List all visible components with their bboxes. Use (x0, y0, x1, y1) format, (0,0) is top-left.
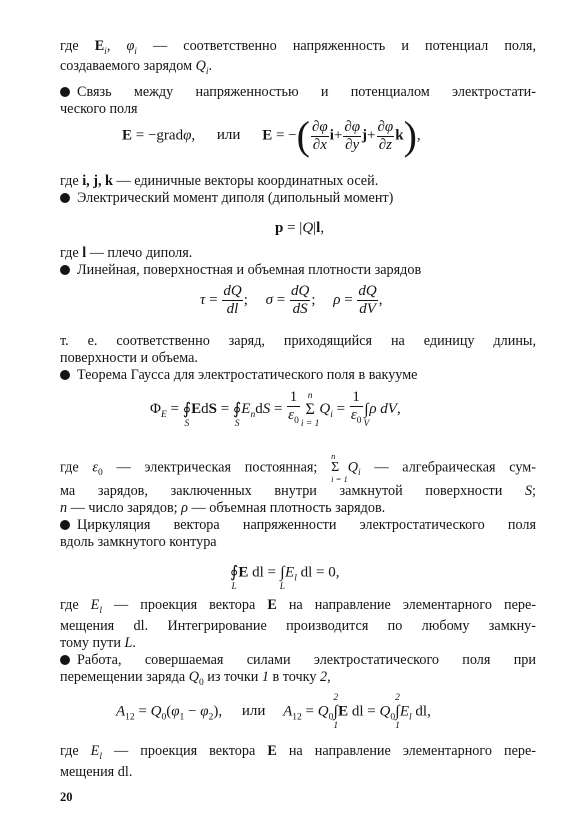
text-line: поверхности и объема. (60, 350, 198, 366)
bullet-icon (60, 520, 70, 530)
line-integral: ∫ L (279, 564, 286, 592)
formula-circulation: ∮ L E dl = ∫ L $E_l$ dl = 0, (230, 554, 340, 592)
bullet-icon (60, 655, 70, 665)
formula-densities: τ = $\frac{dQ}{dl}$ ; σ = $\frac{dQ}{dS}$ ; ρ = $\frac{dQ}{dV}$ , (200, 283, 383, 317)
text-line: перемещении заряда $Q_0$ из точки 1 в точку 2, (60, 669, 331, 688)
formula-dipole-moment: p = |Q|l, (275, 220, 325, 236)
bullet-icon (60, 265, 70, 275)
text-line: т. е. соответственно заряд, приходящийся на единицу длины, (60, 333, 536, 349)
formula-gauss: $\Phi_E$ = ∮ S EdS = ∮ S $E_ndS$ = $\frac{1}{\varepsilon_0}$ n Σ i = 1 $Q_i$ = $\frac{1}{\varepsilon_0}$ ∫ V ρ dV, (150, 389, 401, 429)
contour-integral: ∮ S (232, 400, 242, 429)
fraction: $\frac{\partial\varphi}{\partial y}$ (344, 118, 361, 153)
formula-work: $A_{12} = Q_0(\varphi_1 - \varphi_2)$, или $A_{12} = Q_0$ 2 ∫ 1 E dl = $Q_0$ 2 ∫ 1 $E_l$ dl, (116, 693, 431, 731)
text-line: где $E_i$, $\varphi_i$ — соответственно напряженность и потенциал поля, (60, 38, 536, 57)
formula-gradient: E = −gradφ, или E = −( $\frac{\partial\varphi}{\partial x}$ i+ $\frac{\partial\varphi}{\partial y}$ j+ $\frac{\partial\varphi}{\partial z}$ k), (122, 113, 421, 158)
summation: n Σ i = 1 (331, 451, 348, 484)
section-heading-work: Работа, совершаемая силами электростатического поля при (60, 652, 536, 669)
bullet-icon (60, 193, 70, 203)
fraction: $\frac{\partial\varphi}{\partial x}$ (311, 118, 328, 153)
fraction: $\frac{dQ}{dl}$ (223, 283, 242, 317)
contour-integral: ∮ S (182, 400, 192, 429)
fraction: $\frac{dQ}{dV}$ (358, 283, 377, 317)
section-heading-dipole-moment: Электрический момент диполя (дипольный момент) (60, 190, 536, 207)
text-line: мещения dl. Интегрирование производится по любому замкну- (60, 618, 536, 634)
text-line: мещения dl. (60, 764, 133, 780)
text-line: где $E_l$ — проекция вектора E на направление элементарного пере- (60, 597, 536, 616)
fraction: $\frac{\partial\varphi}{\partial z}$ (377, 118, 394, 153)
text-line: вдоль замкнутого контура (60, 534, 217, 550)
text-line: создаваемого зарядом $Q_i$. (60, 58, 213, 77)
fraction: $\frac{dQ}{dS}$ (290, 283, 310, 317)
contour-integral: ∮ L (230, 564, 239, 592)
summation: n Σ i = 1 (300, 390, 320, 429)
fraction: $\frac{1}{\varepsilon_0}$ (350, 389, 362, 426)
text-line: тому пути L. (60, 635, 136, 651)
section-heading-field-potential: Связь между напряженностью и потенциалом электростати- (60, 84, 536, 101)
text-line: ческого поля (60, 101, 138, 117)
definite-integral: 2 ∫ 1 (395, 693, 400, 731)
volume-integral: ∫ V (363, 400, 370, 429)
section-heading-circulation: Циркуляция вектора напряженности электростатического поля (60, 517, 536, 534)
text-line: где $E_l$ — проекция вектора E на направление элементарного пере- (60, 743, 536, 762)
fraction: $\frac{1}{\varepsilon_0}$ (288, 389, 299, 426)
text-line: где $\varepsilon_0$ — электрическая постоянная; n Σ i = 1 $Q_i$ — алгебраическая сум- (60, 451, 536, 484)
text-line: ма зарядов, заключенных внутри замкнутой поверхности S; (60, 483, 536, 499)
section-heading-gauss-theorem: Теорема Гаусса для электростатического поля в вакууме (60, 367, 536, 384)
bullet-icon (60, 370, 70, 380)
text-line: n — число зарядов; ρ — объемная плотность зарядов. (60, 500, 386, 516)
bullet-icon (60, 87, 70, 97)
page-number: 20 (60, 790, 73, 804)
text-line: где i, j, k — единичные векторы координатных осей. (60, 173, 379, 189)
text-line: где l — плечо диполя. (60, 245, 193, 261)
section-heading-charge-densities: Линейная, поверхностная и объемная плотности зарядов (60, 262, 536, 279)
definite-integral: 2 ∫ 1 (333, 693, 339, 731)
